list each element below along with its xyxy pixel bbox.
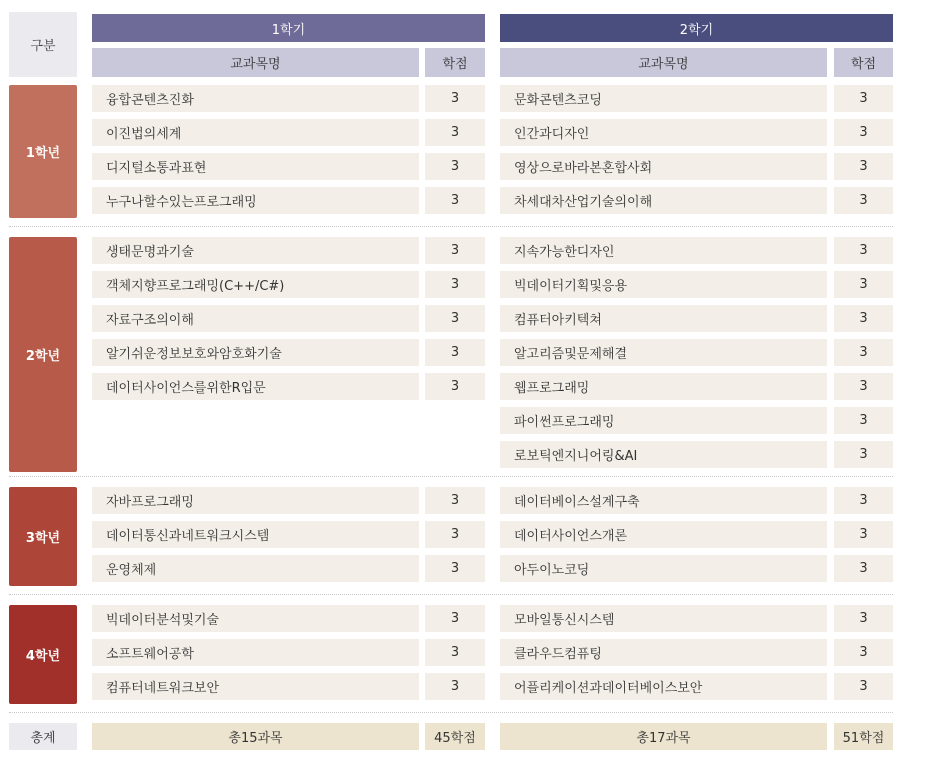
semester-2-course-name: 웹프로그래밍: [500, 373, 827, 400]
semester-2-course-name: 어플리케이션과데이터베이스보안: [500, 673, 827, 700]
semester-2-course-credit: 3: [834, 555, 893, 582]
semester-1-course-credit: 3: [425, 271, 485, 298]
semester-1-course-credit: 3: [425, 673, 485, 700]
row-separator: [9, 226, 893, 227]
semester-2-course-credit: 3: [834, 441, 893, 468]
semester-1-course-credit: 3: [425, 119, 485, 146]
semester-1-course-credit: 3: [425, 85, 485, 112]
semester-1-course-name: 소프트웨어공학: [92, 639, 419, 666]
semester-2-course-credit: 3: [834, 339, 893, 366]
semester-1-course-name: 데이터통신과네트워크시스템: [92, 521, 419, 548]
semester-2-course-name: 파이썬프로그래밍: [500, 407, 827, 434]
semester-2-title: 2학기: [500, 14, 893, 42]
row-separator: [9, 594, 893, 595]
semester-2-course-name: 문화콘텐츠코딩: [500, 85, 827, 112]
totals-label: 총계: [9, 723, 77, 750]
semester-2-total-credits: 51학점: [834, 723, 893, 750]
semester-2-course-credit: 3: [834, 605, 893, 632]
semester-2-course-name: 클라우드컴퓨팅: [500, 639, 827, 666]
semester-2-course-name: 차세대차산업기술의이해: [500, 187, 827, 214]
semester-1-course-credit: 3: [425, 339, 485, 366]
semester-1-course-credit: 3: [425, 187, 485, 214]
row-separator: [9, 712, 893, 713]
semester-1-course-name: 생태문명과기술: [92, 237, 419, 264]
semester-2-course-credit: 3: [834, 187, 893, 214]
semester-1-title: 1학기: [92, 14, 485, 42]
semester-1-course-name: 알기쉬운정보보호와암호화기술: [92, 339, 419, 366]
semester-1-course-name: 융합콘텐츠진화: [92, 85, 419, 112]
semester-1-credit-header: 학점: [425, 48, 485, 77]
semester-2-course-header: 교과목명: [500, 48, 827, 77]
semester-2-course-name: 데이터베이스설계구축: [500, 487, 827, 514]
grade-label: 3학년: [9, 487, 77, 586]
semester-2-course-credit: 3: [834, 85, 893, 112]
semester-1-course-name: 객체지향프로그래밍(C++/C#): [92, 271, 419, 298]
semester-2-total-courses: 총17과목: [500, 723, 827, 750]
semester-1-course-credit: 3: [425, 555, 485, 582]
semester-1-course-name: 이진법의세계: [92, 119, 419, 146]
semester-2-course-name: 컴퓨터아키텍쳐: [500, 305, 827, 332]
semester-1-course-name: 컴퓨터네트워크보안: [92, 673, 419, 700]
semester-2-course-credit: 3: [834, 521, 893, 548]
semester-1-total-courses: 총15과목: [92, 723, 419, 750]
grade-label: 1학년: [9, 85, 77, 218]
semester-1-course-credit: 3: [425, 237, 485, 264]
semester-1-course-name: 빅데이터분석및기술: [92, 605, 419, 632]
semester-1-course-name: 디지털소통과표현: [92, 153, 419, 180]
semester-2-course-credit: 3: [834, 153, 893, 180]
grade-label: 4학년: [9, 605, 77, 704]
semester-2-course-credit: 3: [834, 487, 893, 514]
grade-label: 2학년: [9, 237, 77, 472]
semester-2-course-name: 모바일통신시스템: [500, 605, 827, 632]
semester-1-course-credit: 3: [425, 605, 485, 632]
semester-1-course-name: 운영체제: [92, 555, 419, 582]
semester-1-course-name: 데이터사이언스를위한R입문: [92, 373, 419, 400]
semester-2-course-credit: 3: [834, 407, 893, 434]
semester-1-course-credit: 3: [425, 521, 485, 548]
semester-2-course-credit: 3: [834, 305, 893, 332]
semester-2-course-name: 로보틱엔지니어링&AI: [500, 441, 827, 468]
semester-2-course-name: 데이터사이언스개론: [500, 521, 827, 548]
semester-2-course-name: 빅데이터기획및응용: [500, 271, 827, 298]
semester-2-course-credit: 3: [834, 237, 893, 264]
semester-2-course-name: 인간과디자인: [500, 119, 827, 146]
semester-2-course-credit: 3: [834, 119, 893, 146]
semester-1-course-credit: 3: [425, 639, 485, 666]
semester-2-course-name: 지속가능한디자인: [500, 237, 827, 264]
semester-2-course-name: 알고리즘및문제해결: [500, 339, 827, 366]
semester-1-course-name: 자료구조의이해: [92, 305, 419, 332]
row-separator: [9, 476, 893, 477]
semester-1-total-credits: 45학점: [425, 723, 485, 750]
semester-2-course-credit: 3: [834, 673, 893, 700]
semester-1-course-name: 누구나할수있는프로그래밍: [92, 187, 419, 214]
semester-2-course-name: 아두이노코딩: [500, 555, 827, 582]
header-gubun: 구분: [9, 12, 77, 77]
semester-2-course-name: 영상으로바라본혼합사회: [500, 153, 827, 180]
semester-1-course-credit: 3: [425, 373, 485, 400]
semester-2-course-credit: 3: [834, 373, 893, 400]
semester-2-course-credit: 3: [834, 639, 893, 666]
semester-1-course-credit: 3: [425, 153, 485, 180]
semester-2-credit-header: 학점: [834, 48, 893, 77]
semester-1-course-header: 교과목명: [92, 48, 419, 77]
semester-1-course-credit: 3: [425, 487, 485, 514]
semester-1-course-name: 자바프로그래밍: [92, 487, 419, 514]
semester-1-course-credit: 3: [425, 305, 485, 332]
semester-2-course-credit: 3: [834, 271, 893, 298]
